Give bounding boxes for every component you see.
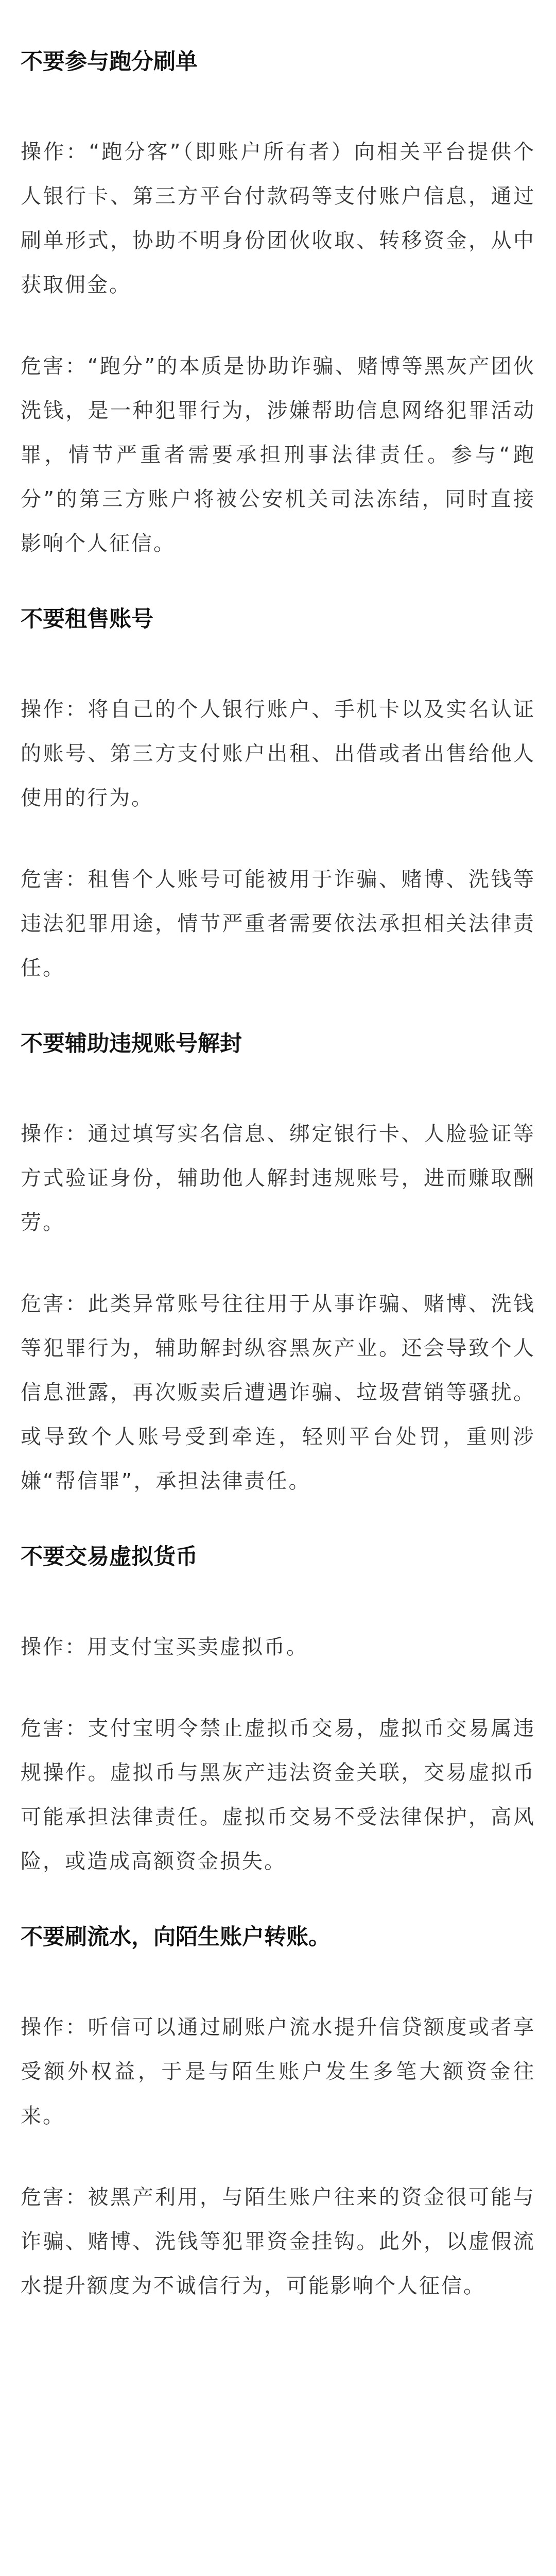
section-title: 不要参与跑分刷单	[21, 49, 198, 75]
harm-paragraph: 危害：被黑产利用，与陌生账户往来的资金很可能与诈骗、赌博、洗钱等犯罪资金挂钩。此外，以虚假流水提升额度为不诚信行为，可能影响个人征信。	[21, 2185, 535, 2298]
section-fake-transactions	[21, 1921, 535, 2308]
operation-paragraph: 操作：将自己的个人银行账户、手机卡以及实名认证的账号、第三方支付账户出租、出借或者出售给他人使用的行为。	[21, 698, 535, 810]
operation-paragraph: 操作：听信可以通过刷账户流水提升信贷额度或者享受额外权益，于是与陌生账户发生多笔大额资金往来。	[21, 2015, 535, 2128]
harm-paragraph: 危害：租售个人账号可能被用于诈骗、赌博、洗钱等违法犯罪用途，情节严重者需要依法承担相关法律责任。	[21, 868, 535, 980]
harm-paragraph: 危害：“跑分”的本质是协助诈骗、赌博等黑灰产团伙洗钱，是一种犯罪行为，涉嫌帮助信息网络犯罪活动罪，情节严重者需要承担刑事法律责任。参与“跑分”的第三方账户将被公安机关司法冻结，同时直接影响个人征信。	[21, 354, 535, 555]
section-running-points	[21, 45, 535, 566]
operation-paragraph: 操作：“跑分客”（即账户所有者）向相关平台提供个人银行卡、第三方平台付款码等支付账户信息，通过刷单形式，协助不明身份团伙收取、转移资金，从中获取佣金。	[21, 140, 535, 297]
section-virtual-currency	[21, 1540, 535, 1884]
operation-paragraph: 操作：用支付宝买卖虚拟币。	[21, 1635, 308, 1659]
section-title: 不要刷流水，向陌生账户转账。	[21, 1924, 331, 1950]
section-title: 不要辅助违规账号解封	[21, 1031, 242, 1057]
harm-paragraph: 危害：支付宝明令禁止虚拟币交易，虚拟币交易属违规操作。虚拟币与黑灰产违法资金关联，交易虚拟币可能承担法律责任。虚拟币交易不受法律保护，高风险，或造成高额资金损失。	[21, 1717, 535, 1873]
operation-paragraph: 操作：通过填写实名信息、绑定银行卡、人脸验证等方式验证身份，辅助他人解封违规账号，进而赚取酬劳。	[21, 1122, 535, 1234]
section-unblock-accounts	[21, 1027, 535, 1503]
section-rent-accounts	[21, 603, 535, 990]
section-title: 不要租售账号	[21, 606, 153, 632]
section-title: 不要交易虚拟货币	[21, 1544, 198, 1570]
harm-paragraph: 危害：此类异常账号往往用于从事诈骗、赌博、洗钱等犯罪行为，辅助解封纵容黑灰产业。还会导致个人信息泄露，再次贩卖后遭遇诈骗、垃圾营销等骚扰。或导致个人账号受到牵连，轻则平台处罚，重则涉嫌“帮信罪”，承担法律责任。	[21, 1292, 535, 1493]
